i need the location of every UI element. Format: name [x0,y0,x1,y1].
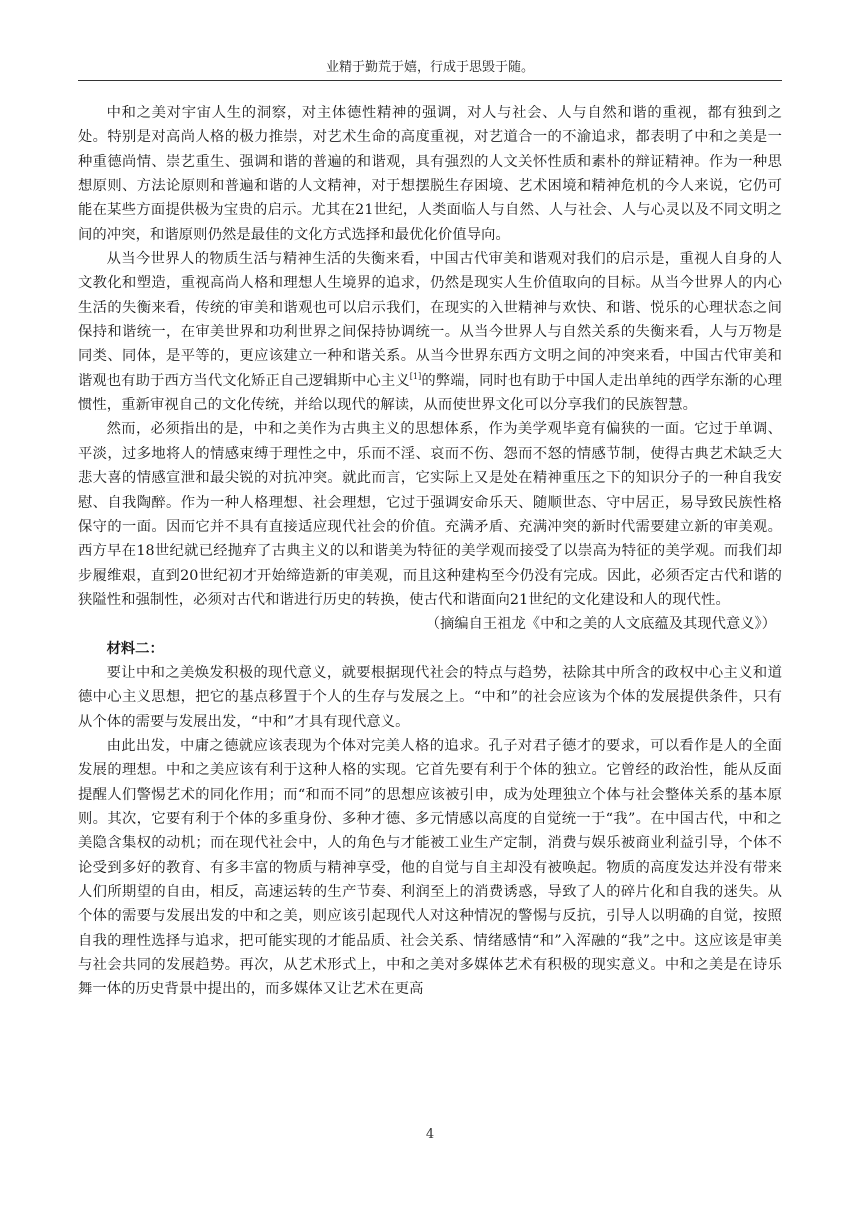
page-number: 4 [425,1127,435,1142]
page-header-motto: 业精于勤荒于嬉，行成于思毁于随。 [325,60,534,75]
source-citation: （摘编自王祖龙《中和之美的人文底蕴及其现代意义》） [425,616,776,633]
paragraph-5: 由此出发，中庸之德就应该表现为个体对完美人格的追求。孔子对君子德才的要求，可以看作是人的全面发展的理想。中和之美应该有利于这种人格的实现。它首先要有利于个体的独立。它曾经的政治性，能从反面提醒人们警惕艺术的同化作用；而“和而不同”的思想应该被引申，成为处理独立个体与社会整体关系的基本原则。其次，它要有利于个体的多重身份、多种才德、多元情感以高度的自觉统一于“我”。在中国古代，中和之美隐含集权的动机；而在现代社会中，人的角色与才能被工业生产定制，消费与娱乐被商业利益引导，个体不论受到多好的教育、有多丰富的物质与精神享受，他的自觉与自主却没有被唤起。物质的高度发达并没有带来人们所期望的自由，相反，高速运转的生产节奏、利润至上的消费诱惑，导致了人的碎片化和自我的迷失。从个体的需要与发展出发的中和之美，则应该引起现代人对这种情况的警惕与反抗，引导人以明确的自觉，按照自我的理性选择与追求，把可能实现的才能品质、社会关系、情绪感情“和”入浑融的“我”之中。这应该是审美与社会共同的发展趋势。再次，从艺术形式上，中和之美对多媒体艺术有积极的现实意义。中和之美是在诗乐舞一体的历史背景中提出的，而多媒体又让艺术在更高 [78,737,782,998]
material-two-heading: 材料二： [106,640,164,657]
document-body [78,101,782,1002]
paragraph-3: 然而，必须指出的是，中和之美作为古典主义的思想体系，作为美学观毕竟有偏狭的一面。它过于单调、平淡，过多地将人的情感束缚于理性之中，乐而不淫、哀而不伤、怨而不怒的情感节制，使得古典艺术缺乏大悲大喜的情感宣泄和最尖锐的对抗冲突。就此而言，它实际上又是处在精神重压之下的知识分子的一种自我安慰、自我陶醉。作为一种人格理想、社会理想，它过于强调安命乐天、随顺世态、守中居正，易导致民族性格保守的一面。因而它并不具有直接适应现代社会的价值。充满矛盾、充满冲突的新时代需要建立新的审美观。西方早在18世纪就已经抛弃了古典主义的以和谐美为特征的美学观而接受了以崇高为特征的美学观。而我们却步履维艰，直到20世纪初才开始缔造新的审美观，而且这种建构至今仍没有完成。因此，必须否定古代和谐的狭隘性和强制性，必须对古代和谐进行历史的转换，使古代和谐面向21世纪的文化建设和人的现代性。 [78,421,782,608]
paragraph-4: 要让中和之美焕发积极的现代意义，就要根据现代社会的特点与趋势，祛除其中所含的政权中心主义和道德中心主义思想，把它的基点移置于个人的生存与发展之上。“中和”的社会应该为个体的发展提供条件，只有从个体的需要与发展出发，“中和”才具有现代意义。 [78,664,782,730]
paragraph-2-part-b: 的弊端，同时也有助于中国人走出单纯的西学东渐的心理惯性，重新审视自己的文化传统，并给以现代的解读，从而使世界文化可以分享我们的民族智慧。 [78,372,782,414]
paragraph-1: 中和之美对宇宙人生的洞察，对主体德性精神的强调，对人与社会、人与自然和谐的重视，都有独到之处。特别是对高尚人格的极力推崇，对艺术生命的高度重视，对艺道合一的不渝追求，都表明了中和之美是一种重德尚情、崇艺重生、强调和谐的普遍的和谐观，具有强烈的人文关怀性质和素朴的辩证精神。作为一种思想原则、方法论原则和普遍和谐的人文精神，对于想摆脱生存困境、艺术困境和精神危机的今人来说，它仍可能在某些方面提供极为宝贵的启示。尤其在21世纪，人类面临人与自然、人与社会、人与心灵以及不同文明之间的冲突，和谐原则仍然是最佳的文化方式选择和最优化价值导向。 [78,105,782,243]
footnote-marker: [1] [409,372,422,382]
header-rule [78,80,782,81]
paragraph-2 [78,247,782,417]
paragraph-2-part-a: 从当今世界人的物质生活与精神生活的失衡来看，中国古代审美和谐观对我们的启示是，重视人自身的人文教化和塑造，重视高尚人格和理想人生境界的追求，仍然是现实人生价值取向的目标。从当今世界人的内心生活的失衡来看，传统的审美和谐观也可以启示我们，在现实的入世精神与欢快、和谐、悦乐的心理状态之间保持和谐统一，在审美世界和功利世界之间保持协调统一。从当今世界人与自然关系的失衡来看，人与万物是同类、同体，是平等的，更应该建立一种和谐关系。从当今世界东西方文明之间的冲突来看，中国古代审美和谐观也有助于西方当代文化矫正自己逻辑斯中心主义 [78,251,782,389]
